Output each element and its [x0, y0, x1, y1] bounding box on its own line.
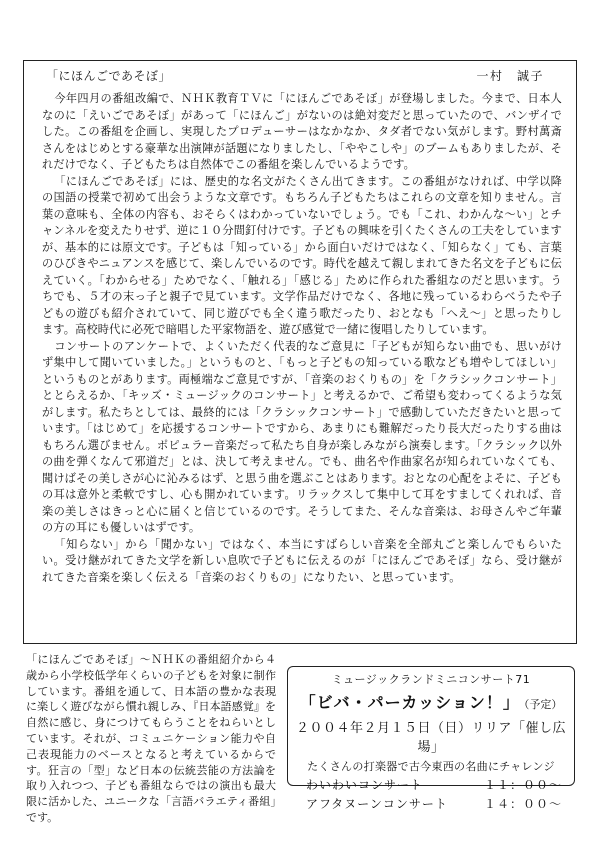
concert-date: ２００４年２月１５日（日）リリア「催し広場」	[296, 721, 567, 755]
concert-title: 「ビバ・パーカッション！」	[299, 693, 520, 712]
article-header	[42, 67, 562, 87]
concert-series: ミュージックランドミニコンサート71	[331, 673, 531, 686]
article-box	[23, 60, 577, 644]
article-paragraph: 「にほんごであそぼ」には、歴史的な名文がたくさん出てきます。この番組がなければ、中学以降の国語の授業で初めて出会うような文章です。もちろん子どもたちはこれらの文章を知りません。言葉の意味も、全体の内容も、おそらくはわかっていないでしょう。でも「これ、わかんな～い」とチャンネルを変えたりせず、逆に１０分間釘付けです。子どもの興味を引くたくさんの工夫をしていますが、基本的には原文です。子どもは「知っている」から面白いだけではなく、「知らなく」ても、言葉のひびきやニュアンスを感じて、楽しんでいるのです。時代を越えて親しまれてきた名文を子どもに伝えていく。「わからせる」ためでなく、「触れる」「感じる」ために作られた番組なのだと思います。うちでも、５才の末っ子と親子で見ています。文学作品だけでなく、各地に残っているわらべうたや子どもの遊びも紹介されていて、同じ遊びでも全く違う歌だったり、おとなも「へえ～」と思ったりします。高校時代に必死で暗唱した平家物語を、遊び感覚で一緒に復唱したりしています。	[42, 174, 562, 336]
article-paragraph: コンサートのアンケートで、よくいただく代表的なご意見に「子どもが知らない曲でも、思いがけず集中して聞いていました。」というものと、「もっと子どもの知っている歌なども増やしてほしい」というものとがあります。両極端なご意見ですが、「音楽のおくりもの」を「クラシックコンサート」ととらえるか、「キッズ・ミュージックのコンサート」と考えるかで、ご希望も変わってくるような気がします。私たちとしては、最終的には「クラシックコンサート」で感動していただきたいと思っています。「はじめて」を応援するコンサートですから、あまりにも難解だったり長大だったりする曲はもちろん選びません。ポピュラー音楽だって私たち自身が楽しみながら演奏します。「クラシック以外の曲を弾くなんて邪道だ」とは、決して考えません。でも、曲名や作曲家名が知られていなくても、聞けばその美しさが心に沁みるはず、と思う曲を選ぶことはあります。おとなの心配をよそに、子どもの耳は意外と柔軟ですし、心も開かれています。リラックスして集中して耳をすましてくれれば、音楽の美しさはきっと心に届くと信じているのです。そうしてまた、そんな音楽は、お母さんやご年輩の方の耳にも優しいはずです。	[42, 339, 562, 534]
concert-session	[296, 776, 566, 793]
session-name: アフタヌーンコンサート	[306, 797, 448, 811]
concert-description: たくさんの打楽器で古今東西の名曲にチャレンジ	[307, 760, 555, 773]
article-paragraph: 今年四月の番組改編で、ＮＨＫ教育ＴＶに「にほんごであそぼ」が登場しました。今まで、日本人なのに「えいごであそぼ」があって「にほんご」がないのは絶対変だと思っていたので、バンザイでした。この番組を企画し、実現したプロデューサーはなかなか、タダ者でない気がします。野村萬斎さんをはじめとする豪華な出演陣が話題になりましたし、「ややこしや」のブームもありましたが、それだけでなく、子どもたちは自然体でこの番組を楽しんでいるようです。	[42, 92, 562, 171]
session-time: １４：００～	[483, 797, 562, 811]
session-name: わいわいコンサート	[306, 778, 424, 792]
article-paragraph: 「知らない」から「聞かない」ではなく、本当にすばらしい音楽を全部丸ごと楽しんでもらいたい。受け継がれてきた文学を新しい息吹で子どもに伝えるのが「にほんごであそぼ」なら、受け継がれてきた音楽を楽しく伝える「音楽のおくりもの」になりたい、と思っています。	[42, 537, 562, 584]
concert-info-box	[287, 666, 575, 811]
program-note: 「にほんごであそぼ」～ＮＨＫの番組紹介から４歳から小学校低学年くらいの子どもを対象に制作しています。番組を通して、日本語の豊かな表現に楽しく遊びながら慣れ親しみ、『日本語感覚』を自然に感じ、身につけてもらうことをねらいとしています。それが、コミュニケーション能力や自己表現能力のベースとなると考えているからです。狂言の「型」など日本の伝統芸能の方法論を取り入れつつ、子ども番組ならではの演出も最大限に活かした、ユニークな「言語バラエティ番組」です。	[26, 653, 276, 824]
concert-session	[296, 795, 566, 812]
article-title: 「にほんごであそぼ」	[46, 69, 172, 83]
concert-title-row	[296, 690, 566, 713]
concert-tag: （予定）	[523, 698, 563, 711]
session-time: １１：００～	[483, 778, 562, 792]
article-author: 一村 誠子	[476, 69, 544, 83]
